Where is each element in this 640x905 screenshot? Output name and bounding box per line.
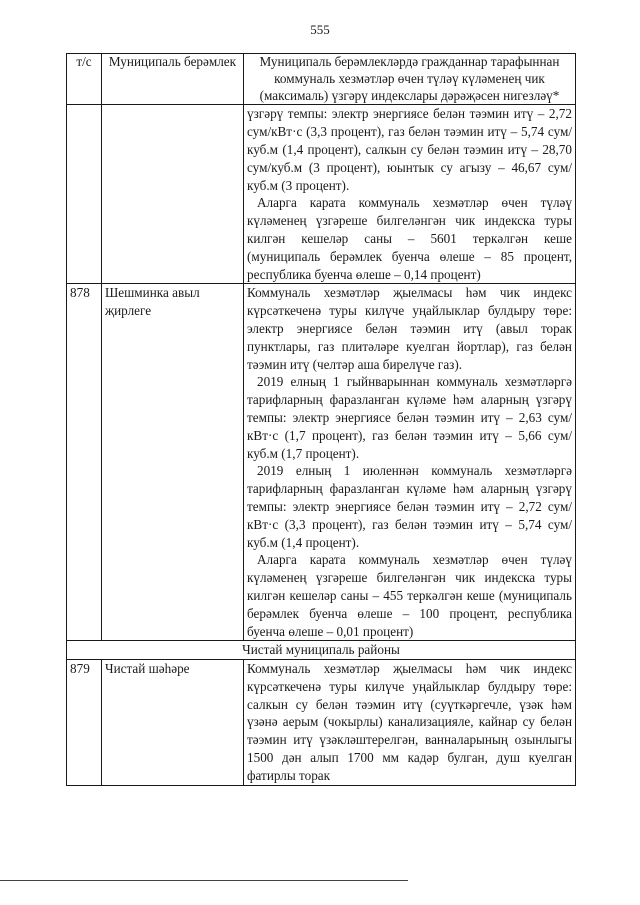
table-header-row xyxy=(67,54,576,105)
municipality-name: Чистай шәһәре xyxy=(102,660,244,786)
paragraph: 2019 елның 1 гыйнварыннан коммуналь хезмәтләргә тарифларның фаразланган күләме һәм аларның үзгәрү темпы: электр энергиясе белән тәэмин итү – 2,63 сум/кВт·с (1,7 процент), газ белән тәэмин итү – 5,66 сум/куб.м (1,7 процент). xyxy=(247,374,572,461)
row-number: 879 xyxy=(67,660,102,786)
header-municipality: Муниципаль берәмлек xyxy=(102,54,244,105)
cell-continued-text xyxy=(244,105,576,284)
table-row-879 xyxy=(67,660,576,786)
table-row-continued xyxy=(67,105,576,284)
cell-empty-number xyxy=(67,105,102,284)
footer-rule xyxy=(0,880,408,881)
paragraph: үзгәрү темпы: электр энергиясе белән тәэмин итү – 2,72 сум/кВт·с (3,3 процент), газ белән тәэмин итү – 5,74 сум/куб.м (1,4 процент), салкын су белән тәэмин итү – 28,70 сум/куб.м (3 процент), юынтык су агызу – 46,67 сум/куб.м (3 процент). xyxy=(247,106,572,193)
section-row xyxy=(67,641,576,660)
justification-text xyxy=(244,284,576,641)
header-number: т/с xyxy=(67,54,102,105)
municipality-name: Шешминка авыл җирлеге xyxy=(102,284,244,641)
header-justification: Муниципаль берәмлекләрдә гражданнар тарафыннан коммуналь хезмәтләр өчен түләү күләменең чик (максималь) үзгәрү индекслары дәрәҗәсен нигезләү* xyxy=(244,54,576,105)
paragraph: 2019 елның 1 июленнән коммуналь хезмәтләргә тарифларның фаразланган күләме һәм аларның үзгәрү темпы: электр энергиясе белән тәэмин итү – 2,72 сум/кВт·с (3,3 процент), газ белән тәэмин итү – 5,74 сум/куб.м (1,4 процент). xyxy=(247,463,572,550)
page-number: 555 xyxy=(310,22,330,37)
paragraph: Аларга карата коммуналь хезмәтләр өчен түләү күләменең үзгәреше билгеләнгән чик индекска туры килгән кешеләр саны – 5601 теркәлгән кеше (муниципаль берәмлек буенча өлеше – 85 процент, республика буенча өлеше – 0,14 процент) xyxy=(247,195,572,282)
row-number: 878 xyxy=(67,284,102,641)
table-row-878 xyxy=(67,284,576,641)
section-title: Чистай муниципаль районы xyxy=(67,641,576,660)
tariff-table xyxy=(66,53,576,786)
justification-text xyxy=(244,660,576,786)
paragraph: Аларга карата коммуналь хезмәтләр өчен түләү күләменең үзгәреше билгеләнгән чик индекска туры килгән кешеләр саны – 455 теркәлгән кеше (муниципаль берәмлек буенча өлеше – 100 процент, республика буенча өлеше – 0,01 процент) xyxy=(247,552,572,639)
cell-empty-name xyxy=(102,105,244,284)
paragraph: Коммуналь хезмәтләр җыелмасы һәм чик индекс күрсәткеченә туры килүче уңайлыклар булдыру төре: салкын су белән тәэмин итү (суүткәргечле, үзәк һәм үзәнә аерым (чокырлы) канализацияле, кайнар су белән тәэмин итү үзәкләштерелгән, ванналарының озынлыгы 1500 дән алып 1700 мм кадәр булган, душ куелган фатирлы торак xyxy=(247,661,572,783)
paragraph: Коммуналь хезмәтләр җыелмасы һәм чик индекс күрсәткеченә туры килүче уңайлыклар булдыру төре: электр энергиясе белән тәэмин итү (авыл торак пунктлары, газ плитәләре куелган йортлар), газ белән тәэмин итү (челтәр аша бирелүче газ). xyxy=(247,285,572,372)
